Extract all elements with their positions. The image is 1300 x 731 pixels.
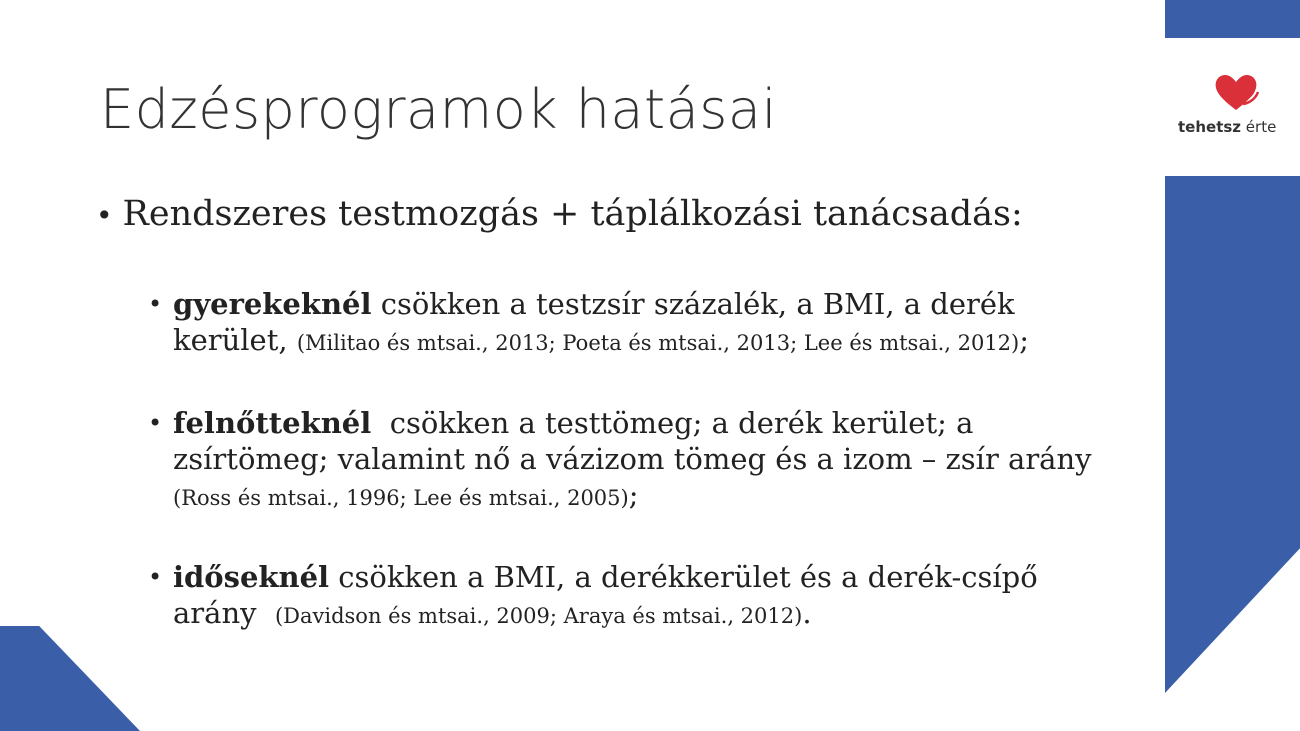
citation: (Davidson és mtsai., 2009; Araya és mtsai., 2012) <box>274 604 803 628</box>
sub-bullet-text: csökken a testzsír százalék, a BMI, a derék kerület, <box>173 287 1015 357</box>
sub-bullet-lead: felnőtteknél <box>173 406 372 440</box>
decorative-right-band <box>1165 176 1300 693</box>
citation: (Militao és mtsai., 2013; Poeta és mtsai., 2013; Lee és mtsai., 2012) <box>296 331 1020 355</box>
slide-title: Edzésprogramok hatásai <box>100 78 778 141</box>
sub-bullet-lead: gyerekeknél <box>173 287 372 321</box>
main-bullet <box>96 194 1023 234</box>
sub-bullet-text: csökken a BMI, a derékkerület és a derék-csípő arány <box>173 560 1047 630</box>
logo <box>1172 70 1296 142</box>
bullet-icon: • <box>148 290 163 318</box>
decorative-top-right-bar <box>1165 0 1300 38</box>
logo-text: tehetsz érte <box>1178 118 1277 136</box>
main-bullet-text: Rendszeres testmozgás + táplálkozási tanácsadás: <box>122 194 1023 234</box>
sub-bullet-lead: időseknél <box>173 560 330 594</box>
sub-bullet-adults: • felnőtteknél csökken a testtömeg; a derék kerület; a zsírtömeg; valamint nő a vázizom tömeg és a izom – zsír arány (Ross és mtsai., 1996; Lee és mtsai., 2005); <box>148 406 1101 512</box>
sub-bullet-text: csökken a testtömeg; a derék kerület; a zsírtömeg; valamint nő a vázizom tömeg és a izom – zsír arány <box>173 406 1101 476</box>
sub-bullet-children: • gyerekeknél csökken a testzsír százalék, a BMI, a derék kerület, (Militao és mtsai., 2013; Poeta és mtsai., 2013; Lee és mtsai., 2012); <box>148 287 1030 357</box>
bullet-icon: • <box>148 409 163 437</box>
citation: (Ross és mtsai., 1996; Lee és mtsai., 2005) <box>173 486 629 510</box>
decorative-bottom-left-triangle <box>0 626 140 731</box>
bullet-icon: • <box>96 199 113 232</box>
heart-icon <box>1210 70 1262 114</box>
sub-bullet-elderly: • időseknél csökken a BMI, a derékkerület és a derék-csípő arány (Davidson és mtsai., 2009; Araya és mtsai., 2012). <box>148 560 1047 630</box>
bullet-icon: • <box>148 563 163 591</box>
